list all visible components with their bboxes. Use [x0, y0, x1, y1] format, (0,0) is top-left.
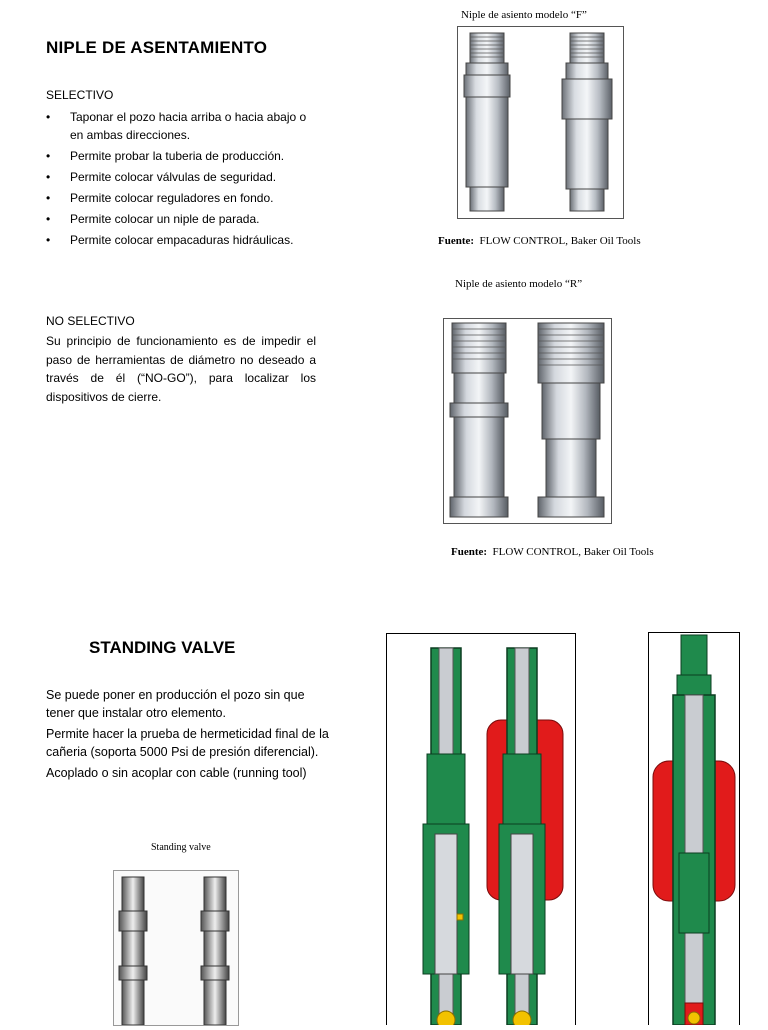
- selectivo-bullet-list: [46, 108, 316, 252]
- standing-valve-section-diagram: [386, 633, 576, 1025]
- list-item: • Taponar el pozo hacia arriba o hacia abajo o en ambas direcciones.: [46, 108, 316, 144]
- source-label: Fuente:: [438, 235, 475, 247]
- list-item: • Permite probar la tuberia de producción.: [46, 147, 316, 165]
- section-title-standing-valve: STANDING VALVE: [89, 638, 236, 657]
- standing-valve-caption: Standing valve: [151, 842, 211, 853]
- section-title-niple: NIPLE DE ASENTAMIENTO: [46, 38, 268, 57]
- niple-f-illustration: [458, 27, 623, 218]
- list-item: • Permite colocar un niple de parada.: [46, 210, 316, 228]
- cross-section-illustration: [387, 634, 575, 1025]
- list-item: • Permite colocar reguladores en fondo.: [46, 189, 316, 207]
- standing-valve-photo: [113, 870, 239, 1026]
- figure-f-caption: Niple de asiento modelo “F”: [461, 9, 587, 21]
- source-text: FLOW CONTROL, Baker Oil Tools: [492, 546, 654, 558]
- list-item: • Permite colocar válvulas de seguridad.: [46, 168, 316, 186]
- paragraph: Permite hacer la prueba de hermeticidad final de la cañeria (soporta 5000 Psi de presión diferencial).: [46, 727, 329, 759]
- figure-f-source: [438, 235, 641, 247]
- cross-section-illustration: [649, 633, 739, 1025]
- standing-valve-description: [46, 686, 331, 782]
- figure-f-image: [457, 26, 624, 219]
- source-label: Fuente:: [451, 546, 488, 558]
- no-selectivo-paragraph: Su principio de funcionamiento es de impedir el paso de herramientas de diámetro no deseado a través de él (“NO-GO”), para localizar los dispositivos de cierre.: [46, 334, 316, 404]
- selectivo-label: SELECTIVO: [46, 88, 114, 102]
- paragraph: Se puede poner en producción el pozo sin que tener que instalar otro elemento.: [46, 688, 305, 720]
- paragraph: Acoplado o sin acoplar con cable (running tool): [46, 766, 307, 780]
- no-selectivo-label: NO SELECTIVO: [46, 314, 135, 328]
- figure-r-image: [443, 318, 612, 524]
- source-text: FLOW CONTROL, Baker Oil Tools: [479, 235, 641, 247]
- figure-r-source: [451, 546, 654, 558]
- figure-r-caption: Niple de asiento modelo “R”: [455, 278, 583, 290]
- standing-valve-section-diagram-2: [648, 632, 740, 1025]
- standing-valve-illustration: [114, 871, 238, 1025]
- niple-r-illustration: [444, 319, 611, 523]
- list-item: • Permite colocar empacaduras hidráulicas.: [46, 231, 316, 249]
